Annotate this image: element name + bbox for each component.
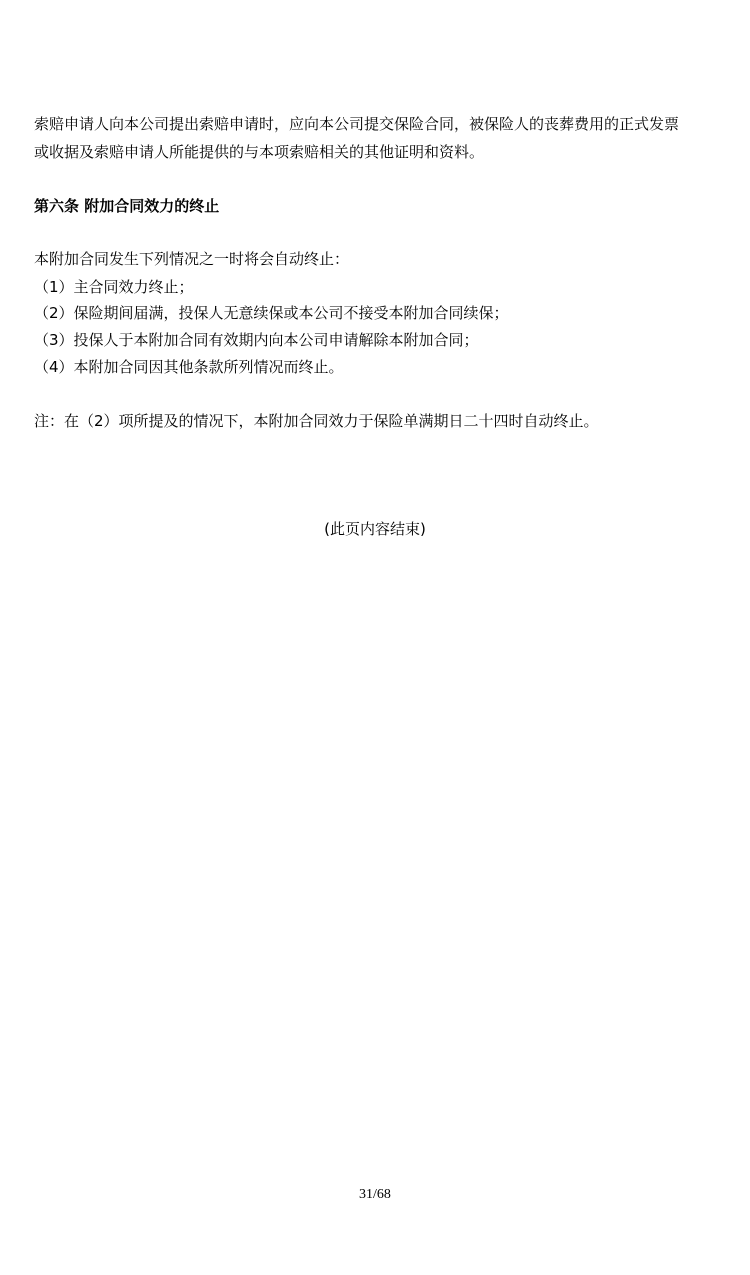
termination-item-3: （3）投保人于本附加合同有效期内向本公司申请解除本附加合同；: [34, 331, 479, 349]
termination-note: 注：在（2）项所提及的情况下，本附加合同效力于保险单满期日二十四时自动终止。: [34, 412, 599, 430]
article-heading: 第六条 附加合同效力的终止: [34, 197, 220, 215]
end-of-page-note: (此页内容结束): [324, 520, 426, 538]
termination-item-2: （2）保险期间届满，投保人无意续保或本公司不接受本附加合同续保；: [34, 304, 509, 322]
claim-paragraph-line-2: 或收据及索赔申请人所能提供的与本项索赔相关的其他证明和资料。: [34, 143, 485, 161]
termination-item-4: （4）本附加合同因其他条款所列情况而终止。: [34, 358, 344, 376]
claim-paragraph-line-1: 索赔申请人向本公司提出索赔申请时，应向本公司提交保险合同，被保险人的丧葬费用的正式发票: [34, 115, 680, 133]
page-number: 31/68: [359, 1187, 391, 1202]
termination-item-1: （1）主合同效力终止；: [34, 278, 194, 296]
termination-intro: 本附加合同发生下列情况之一时将会自动终止：: [34, 250, 350, 268]
